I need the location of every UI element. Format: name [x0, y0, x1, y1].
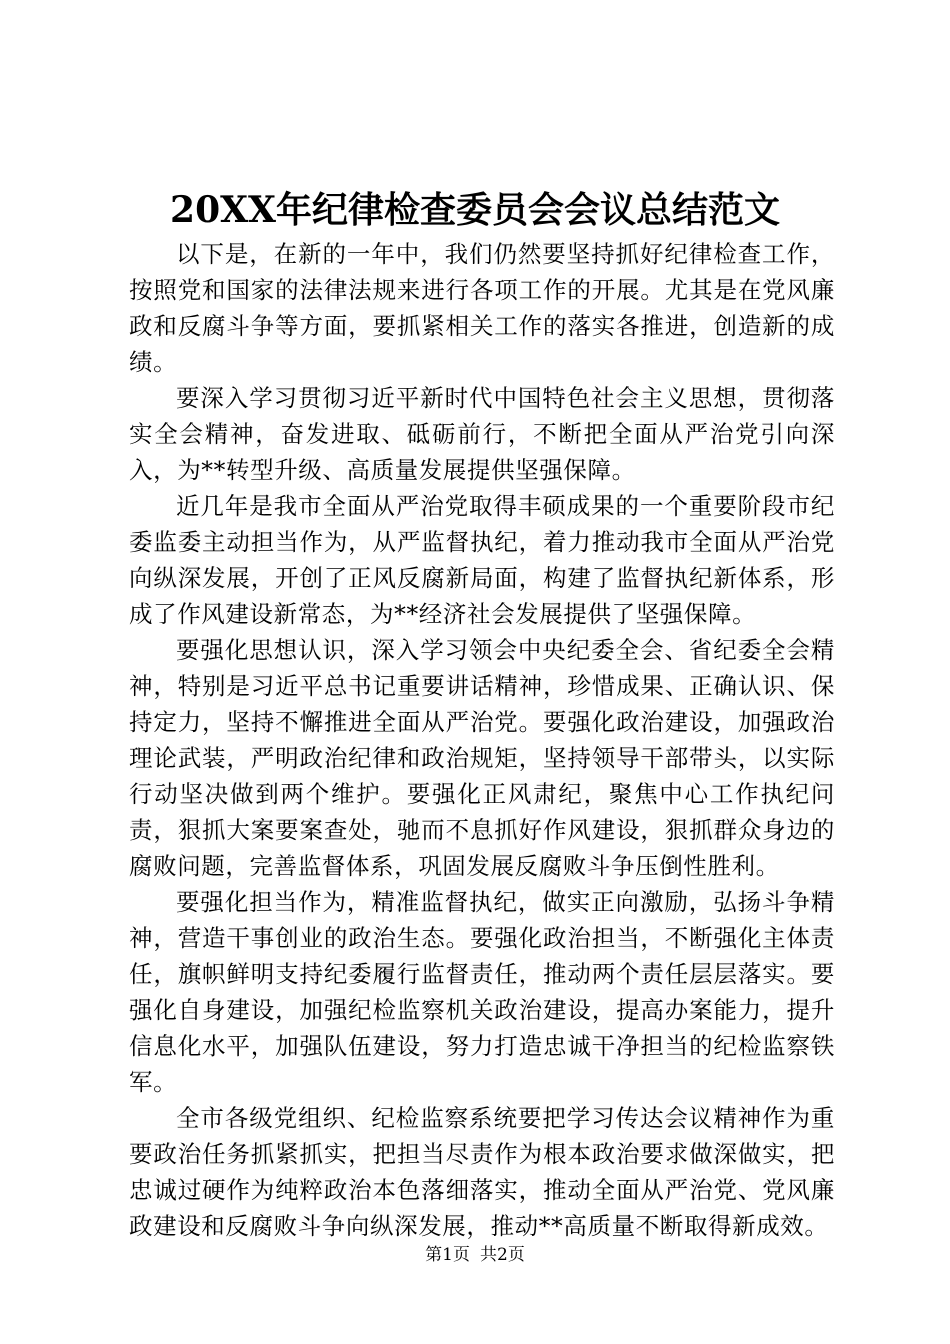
- page-total: 共2页: [480, 1245, 525, 1265]
- document-title: 20XX年纪律检查委员会会议总结范文: [170, 189, 780, 231]
- body-paragraph: 近几年是我市全面从严治党取得丰硕成果的一个重要阶段市纪委监委主动担当作为，从严监督执纪，着力推动我市全面从严治党向纵深发展，开创了正风反腐新局面，构建了监督执纪新体系，形成了作风建设新常态，为**经济社会发展提供了坚强保障。: [129, 492, 835, 628]
- body-paragraph: 要深入学习贯彻习近平新时代中国特色社会主义思想，贯彻落实全会精神，奋发进取、砥砺前行，不断把全面从严治党引向深入，为**转型升级、高质量发展提供坚强保障。: [129, 384, 835, 484]
- body-paragraph: 以下是，在新的一年中，我们仍然要坚持抓好纪律检查工作，按照党和国家的法律法规来进行各项工作的开展。尤其是在党风廉政和反腐斗争等方面，要抓紧相关工作的落实各推进，创造新的成绩。: [129, 240, 835, 376]
- page-number: 第1页: [425, 1245, 470, 1265]
- body-paragraph: 要强化担当作为，精准监督执纪，做实正向激励，弘扬斗争精神，营造干事创业的政治生态。要强化政治担当，不断强化主体责任，旗帜鲜明支持纪委履行监督责任，推动两个责任层层落实。要强化自身建设，加强纪检监察机关政治建设，提高办案能力，提升信息化水平，加强队伍建设，努力打造忠诚干净担当的纪检监察铁军。: [129, 888, 835, 1096]
- body-paragraph: 要强化思想认识，深入学习领会中央纪委全会、省纪委全会精神，特别是习近平总书记重要讲话精神，珍惜成果、正确认识、保持定力，坚持不懈推进全面从严治党。要强化政治建设，加强政治理论武装，严明政治纪律和政治规矩，坚持领导干部带头，以实际行动坚决做到两个维护。要强化正风肃纪，聚焦中心工作执纪问责，狠抓大案要案查处，驰而不息抓好作风建设，狠抓群众身边的腐败问题，完善监督体系，巩固发展反腐败斗争压倒性胜利。: [129, 636, 835, 880]
- body-paragraph: 全市各级党组织、纪检监察系统要把学习传达会议精神作为重要政治任务抓紧抓实，把担当尽责作为根本政治要求做深做实，把忠诚过硬作为纯粹政治本色落细落实，推动全面从严治党、党风廉政建设和反腐败斗争向纵深发展，推动**高质量不断取得新成效。: [129, 1104, 835, 1240]
- page-footer: [0, 1243, 950, 1267]
- document-body: [129, 236, 835, 1244]
